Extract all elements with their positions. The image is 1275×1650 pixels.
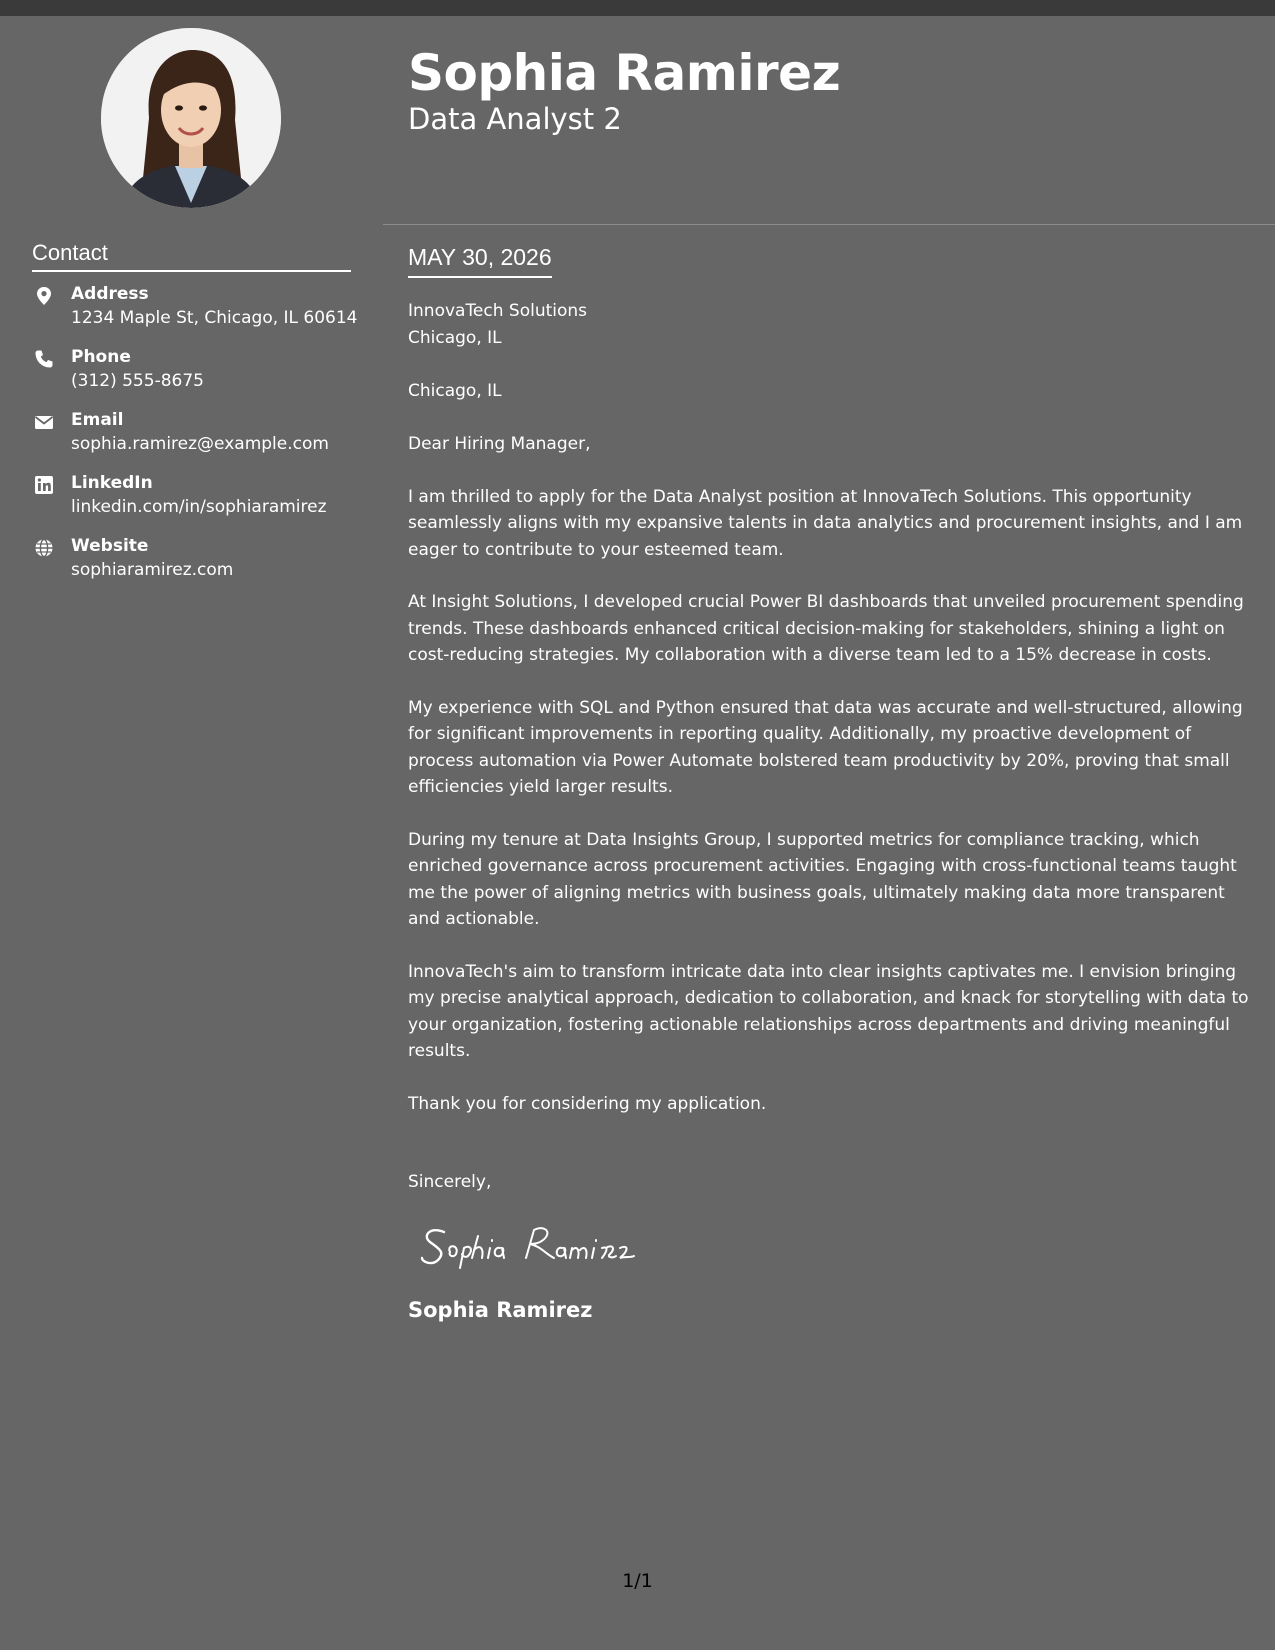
closing-line: Thank you for considering my application. — [408, 1093, 767, 1114]
recipient-block — [408, 298, 1253, 405]
signoff-name: Sophia Ramirez — [408, 1297, 593, 1322]
top-bar — [0, 0, 1275, 16]
contact-heading: Contact — [32, 240, 351, 272]
contact-item-linkedin — [32, 473, 372, 536]
phone-icon — [34, 349, 54, 369]
contact-list — [32, 284, 372, 599]
contact-label: LinkedIn — [71, 473, 153, 493]
body-paragraph: At Insight Solutions, I developed crucial Power BI dashboards that unveiled procurement spending trends. These dashboards enhanced critical decision-making for stakeholders, shining a light on cost-reducing strategies. My collaboration with a diverse team led to a 15% decrease in costs. — [408, 592, 1244, 665]
contact-label: Website — [71, 536, 149, 556]
recipient-company: InnovaTech Solutions — [408, 301, 588, 321]
profile-photo — [101, 28, 281, 208]
phone-value[interactable]: (312) 555-8675 — [71, 371, 204, 391]
contact-label: Address — [71, 284, 149, 304]
email-value[interactable]: sophia.ramirez@example.com — [71, 434, 329, 454]
address-value: 1234 Maple St, Chicago, IL 60614 — [71, 308, 358, 328]
linkedin-icon — [34, 475, 54, 495]
contact-item-address — [32, 284, 372, 347]
cover-letter — [408, 244, 1253, 1322]
header-divider — [383, 224, 1275, 225]
website-value[interactable]: sophiaramirez.com — [71, 560, 234, 580]
handwritten-signature — [416, 1214, 676, 1274]
body-paragraph: InnovaTech's aim to transform intricate data into clear insights captivates me. I envision bringing my precise analytical approach, dedication to collaboration, and knack for storytelling with data to your organization, fostering actionable relationships across departments and driving meaningful results. — [408, 961, 1249, 1061]
recipient-city: Chicago, IL — [408, 328, 502, 348]
valediction: Sincerely, — [408, 1172, 492, 1192]
globe-icon — [34, 538, 54, 558]
contact-label: Phone — [71, 347, 131, 367]
map-pin-icon — [34, 286, 54, 306]
body-paragraph: My experience with SQL and Python ensured that data was accurate and well-structured, allowing for significant improvements in reporting quality. Additionally, my proactive development of process automation via Power Automate bolstered team productivity by 20%, proving that small efficiencies yield larger results. — [408, 697, 1243, 797]
contact-item-email — [32, 410, 372, 473]
sidebar — [0, 16, 383, 1650]
body-paragraph: I am thrilled to apply for the Data Analyst position at InnovaTech Solutions. This opportunity seamlessly aligns with my expansive talents in data analytics and procurement insights, and I am eager to contribute to your esteemed team. — [408, 486, 1243, 560]
letter-date: MAY 30, 2026 — [408, 244, 552, 278]
applicant-name: Sophia Ramirez — [408, 44, 841, 102]
salutation: Dear Hiring Manager, — [408, 434, 591, 454]
envelope-icon — [34, 412, 54, 432]
job-title: Data Analyst 2 — [408, 102, 622, 136]
sender-location: Chicago, IL — [408, 381, 502, 401]
contact-item-phone — [32, 347, 372, 410]
body-paragraph: During my tenure at Data Insights Group, I supported metrics for compliance tracking, which enriched governance across procurement activities. Engaging with cross-functional teams taught me the power of aligning metrics with business goals, ultimately making data more transparent and actionable. — [408, 829, 1237, 929]
page-number: 1/1 — [622, 1570, 653, 1592]
linkedin-value[interactable]: linkedin.com/in/sophiaramirez — [71, 497, 327, 517]
contact-label: Email — [71, 410, 124, 430]
contact-item-website — [32, 536, 372, 599]
